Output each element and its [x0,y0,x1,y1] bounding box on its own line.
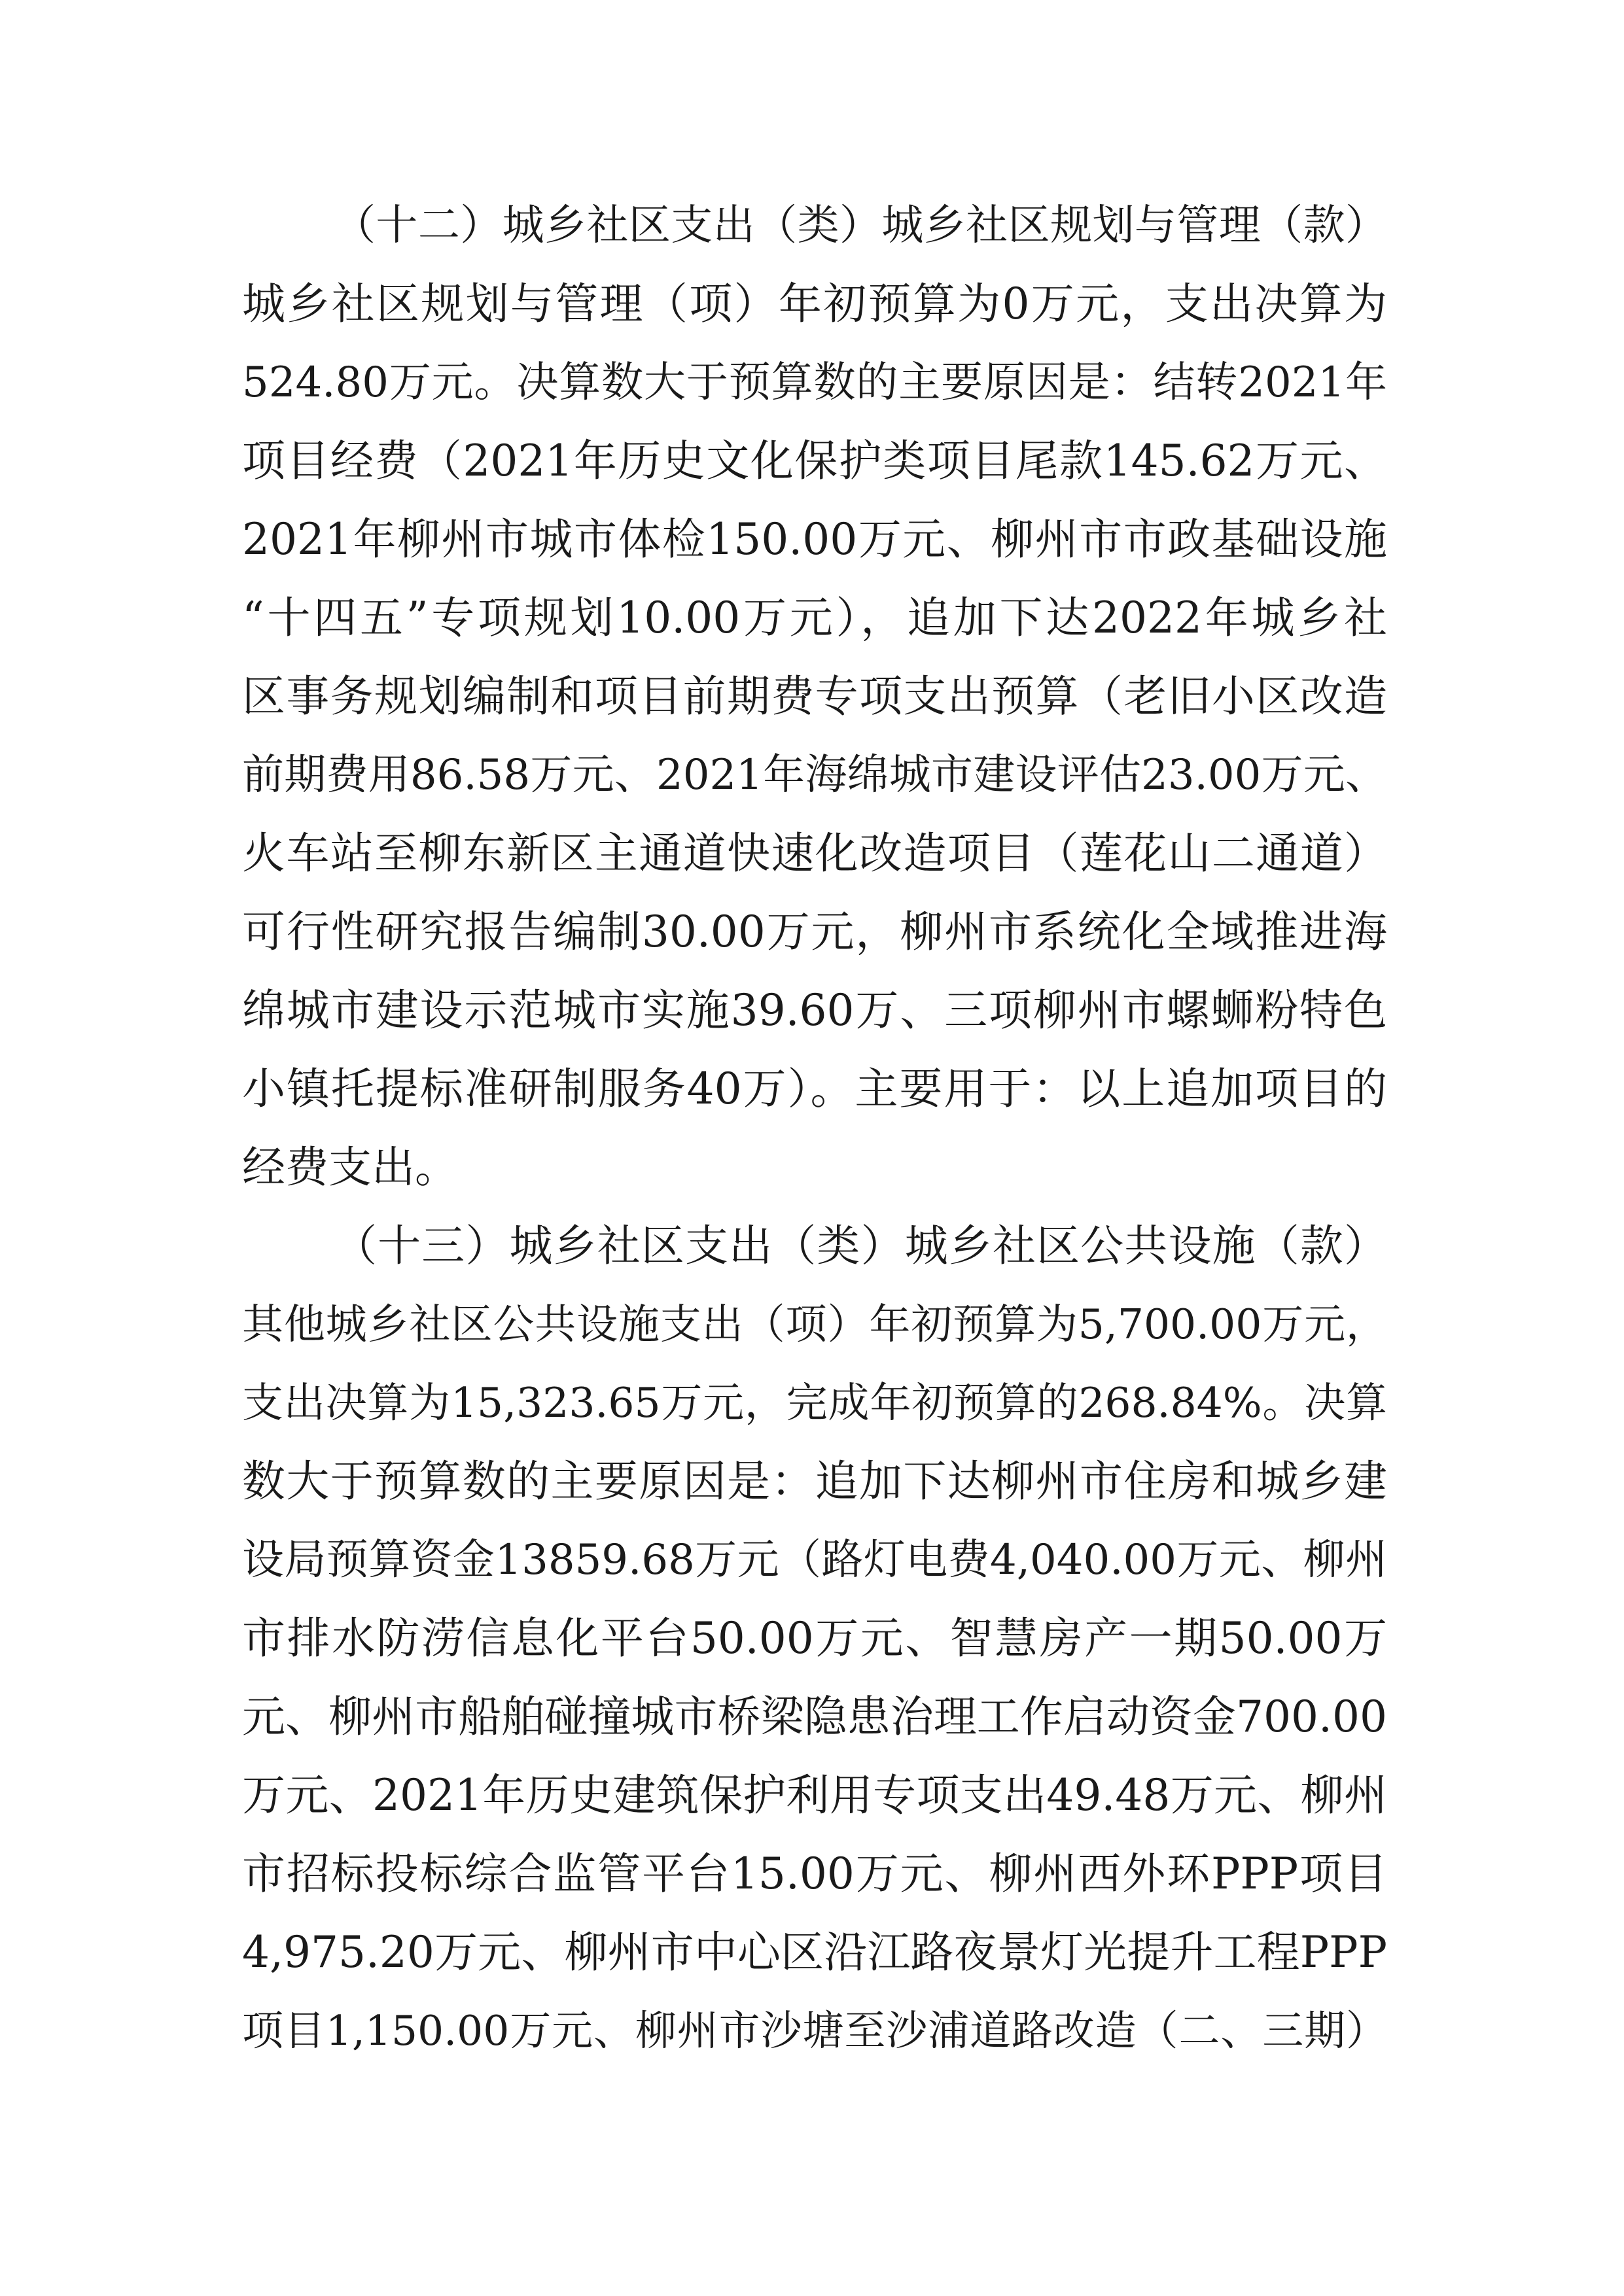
paragraph-1-line-6: “十四五”专项规划10.00万元），追加下达2022年城乡社 [242,593,1387,643]
paragraph-1-line-5: 2021年柳州市城市体检150.00万元、柳州市市政基础设施 [242,514,1387,565]
paragraph-1-line-2: 城乡社区规划与管理（项）年初预算为0万元，支出决算为 [242,279,1387,329]
paragraph-1-line-3: 524.80万元。决算数大于预算数的主要原因是：结转2021年 [242,358,1387,407]
paragraph-2-line-6: 市排水防涝信息化平台50.00万元、智慧房产一期50.00万 [242,1613,1387,1663]
paragraph-1-line-8: 前期费用86.58万元、2021年海绵城市建设评估23.00万元、 [242,751,1387,799]
paragraph-2-line-1: （十三）城乡社区支出（类）城乡社区公共设施（款） [334,1221,1387,1271]
paragraph-1-line-11: 绵城市建设示范城市实施39.60万、三项柳州市螺蛳粉特色 [242,985,1387,1035]
paragraph-2-line-3: 支出决算为15,323.65万元，完成年初预算的268.84%。决算 [242,1379,1387,1427]
paragraph-1-line-10: 可行性研究报告编制30.00万元，柳州市系统化全域推进海 [242,907,1387,957]
paragraph-2-line-9: 市招标投标综合监管平台15.00万元、柳州西外环PPP项目 [242,1849,1387,1899]
paragraph-1-line-9: 火车站至柳东新区主通道快速化改造项目（莲花山二通道） [242,828,1387,878]
paragraph-2-line-10: 4,975.20万元、柳州市中心区沿江路夜景灯光提升工程PPP [242,1927,1387,1977]
paragraph-2-line-4: 数大于预算数的主要原因是：追加下达柳州市住房和城乡建 [242,1456,1387,1506]
paragraph-1-line-4: 项目经费（2021年历史文化保护类项目尾款145.62万元、 [242,436,1387,486]
paragraph-1-line-13: 经费支出。 [242,1142,458,1192]
paragraph-1-line-12: 小镇托提标准研制服务40万）。主要用于：以上追加项目的 [242,1064,1387,1114]
paragraph-1-line-1: （十二）城乡社区支出（类）城乡社区规划与管理（款） [334,201,1387,250]
paragraph-2-line-8: 万元、2021年历史建筑保护利用专项支出49.48万元、柳州 [242,1770,1387,1820]
paragraph-2-line-5: 设局预算资金13859.68万元（路灯电费4,040.00万元、柳州 [242,1536,1387,1584]
paragraph-2-line-11: 项目1,150.00万元、柳州市沙塘至沙浦道路改造（二、三期） [242,2007,1387,2055]
paragraph-1-line-7: 区事务规划编制和项目前期费专项支出预算（老旧小区改造 [242,671,1387,722]
paragraph-2-line-7: 元、柳州市船舶碰撞城市桥梁隐患治理工作启动资金700.00 [242,1692,1387,1742]
paragraph-2-line-2: 其他城乡社区公共设施支出（项）年初预算为5,700.00万元， [242,1300,1387,1348]
